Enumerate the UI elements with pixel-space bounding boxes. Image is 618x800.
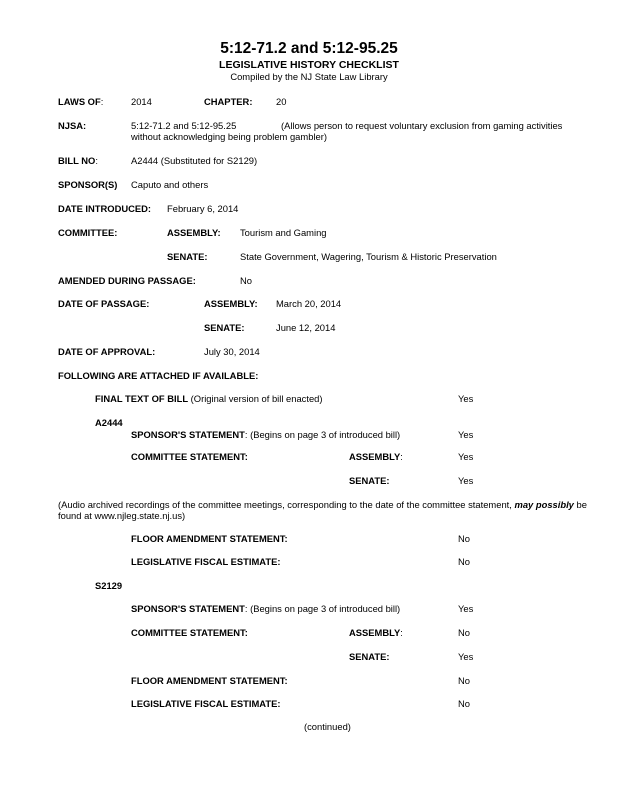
sponsor-label: SPONSOR(S) xyxy=(58,179,118,190)
attached-heading: FOLLOWING ARE ATTACHED IF AVAILABLE: xyxy=(58,370,259,381)
passage-assembly-label: ASSEMBLY: xyxy=(204,298,258,309)
s2129-floor-amendment-value: No xyxy=(458,675,470,686)
continued-note: (continued) xyxy=(304,721,351,732)
date-introduced-label: DATE INTRODUCED: xyxy=(58,203,152,214)
committee-senate-value: State Government, Wagering, Tourism & Historic Preservation xyxy=(240,251,497,262)
bill-s2129-heading: S2129 xyxy=(95,580,123,591)
passage-senate-label: SENATE: xyxy=(204,322,245,333)
bill-a2444-heading: A2444 xyxy=(95,417,123,428)
committee-assembly-label: ASSEMBLY: xyxy=(167,227,221,238)
s2129-sponsor-statement: SPONSOR'S STATEMENT: (Begins on page 3 of introduced bill) xyxy=(131,603,401,614)
approval-value: July 30, 2014 xyxy=(204,346,260,357)
a2444-committee-statement-label: COMMITTEE STATEMENT: xyxy=(131,451,248,462)
committee-senate-label: SENATE: xyxy=(167,251,208,262)
date-introduced-value: February 6, 2014 xyxy=(167,203,239,214)
a2444-sponsor-statement: SPONSOR'S STATEMENT: (Begins on page 3 of introduced bill) xyxy=(131,429,401,440)
a2444-floor-amendment-value: No xyxy=(458,533,470,544)
bill-no-value: A2444 (Substituted for S2129) xyxy=(131,155,258,166)
a2444-floor-amendment-label: FLOOR AMENDMENT STATEMENT: xyxy=(131,533,288,544)
bill-no-label: BILL NO: xyxy=(58,155,98,166)
njsa-description-line2: without acknowledging being problem gambler) xyxy=(131,131,327,142)
amended-label: AMENDED DURING PASSAGE: xyxy=(58,275,196,286)
a2444-sponsor-value: Yes xyxy=(458,429,474,440)
amended-value: No xyxy=(240,275,252,286)
s2129-senate-label: SENATE: xyxy=(349,651,390,662)
final-text-value: Yes xyxy=(458,393,474,404)
compiled-by: Compiled by the NJ State Law Library xyxy=(230,71,388,82)
passage-label: DATE OF PASSAGE: xyxy=(58,298,150,309)
s2129-committee-statement-label: COMMITTEE STATEMENT: xyxy=(131,627,248,638)
chapter-label: CHAPTER: xyxy=(204,96,253,107)
a2444-fiscal-estimate-value: No xyxy=(458,556,470,567)
audio-note: (Audio archived recordings of the committee meetings, corresponding to the date of the committee statement, may possibly be found at www.njleg.state.nj.us) xyxy=(58,499,587,522)
s2129-assembly-value: No xyxy=(458,627,470,638)
s2129-fiscal-estimate-value: No xyxy=(458,698,470,709)
a2444-fiscal-estimate-label: LEGISLATIVE FISCAL ESTIMATE: xyxy=(131,556,281,567)
laws-of-label: LAWS OF: xyxy=(58,96,104,107)
s2129-floor-amendment-label: FLOOR AMENDMENT STATEMENT: xyxy=(131,675,288,686)
a2444-assembly-value: Yes xyxy=(458,451,474,462)
final-text-label: FINAL TEXT OF BILL (Original version of bill enacted) xyxy=(95,393,323,404)
approval-label: DATE OF APPROVAL: xyxy=(58,346,156,357)
njsa-description-line1: (Allows person to request voluntary exclusion from gaming activities xyxy=(281,120,563,131)
laws-of-value: 2014 xyxy=(131,96,152,107)
passage-assembly-value: March 20, 2014 xyxy=(276,298,342,309)
njsa-label: NJSA: xyxy=(58,120,87,131)
s2129-sponsor-value: Yes xyxy=(458,603,474,614)
passage-senate-value: June 12, 2014 xyxy=(276,322,336,333)
sponsor-value: Caputo and others xyxy=(131,179,209,190)
s2129-fiscal-estimate-label: LEGISLATIVE FISCAL ESTIMATE: xyxy=(131,698,281,709)
committee-label: COMMITTEE: xyxy=(58,227,118,238)
a2444-assembly-label: ASSEMBLY: xyxy=(349,451,403,462)
chapter-value: 20 xyxy=(276,96,287,107)
a2444-senate-value: Yes xyxy=(458,475,474,486)
s2129-senate-value: Yes xyxy=(458,651,474,662)
page-subtitle: LEGISLATIVE HISTORY CHECKLIST xyxy=(219,59,399,71)
committee-assembly-value: Tourism and Gaming xyxy=(240,227,327,238)
a2444-senate-label: SENATE: xyxy=(349,475,390,486)
s2129-assembly-label: ASSEMBLY: xyxy=(349,627,403,638)
page-title: 5:12-71.2 and 5:12-95.25 xyxy=(220,40,398,57)
njsa-value: 5:12-71.2 and 5:12-95.25 xyxy=(131,120,237,131)
